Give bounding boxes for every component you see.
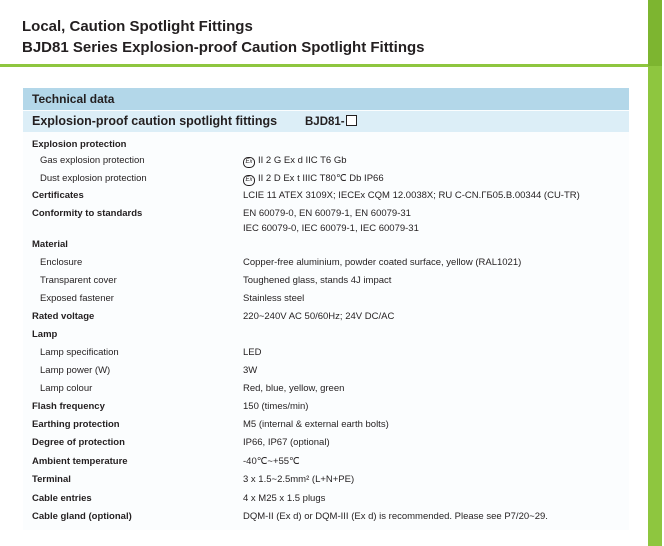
spec-label: Lamp colour [40,383,93,394]
spec-row [0,417,646,433]
spec-row [0,137,646,153]
spec-value-text: Stainless steel [243,293,305,304]
spec-value [243,417,389,433]
spec-value [243,491,325,507]
spec-value [243,381,344,397]
spec-row [0,309,646,325]
technical-data-title: Technical data [32,92,115,106]
spec-label: Flash frequency [32,401,105,412]
spec-row [0,491,646,507]
spec-value [243,345,261,361]
spec-label: Terminal [32,474,71,485]
spec-value-text: Toughened glass, stands 4J impact [243,275,392,286]
spec-value-text: EN 60079-0, EN 60079-1, EN 60079-31 [243,208,411,219]
technical-data-header [23,88,629,110]
spec-value-text: II 2 G Ex d IIC T6 Gb [258,155,347,166]
spec-label: Explosion protection [32,139,127,150]
spec-value-text: 220~240V AC 50/60Hz; 24V DC/AC [243,311,395,322]
spec-value [243,309,394,325]
spec-value [243,399,308,415]
spec-label: Lamp [32,329,58,340]
spec-row [0,472,646,488]
page-title: Local, Caution Spotlight Fittings [22,18,253,35]
spec-value [243,206,411,222]
spec-row [0,363,646,379]
product-subheader [23,111,629,132]
spec-row [0,188,646,204]
product-name: Explosion-proof caution spotlight fittings [32,114,278,128]
spec-value [243,509,548,525]
spec-label: Exposed fastener [40,293,114,304]
spec-value [243,363,257,379]
spec-value-text: LCIE 11 ATEX 3109X; IECEx CQM 12.0038X; RU C-CN.ГБ05.В.00344 (CU-TR) [243,190,580,201]
spec-label: Cable gland (optional) [32,511,132,522]
spec-value-text: II 2 D Ex t IIIC T80℃ Db IP66 [258,173,384,184]
spec-label: Transparent cover [40,275,117,286]
spec-value [243,171,384,187]
spec-value [243,273,391,289]
spec-row [0,153,646,169]
spec-value [243,153,347,169]
spec-row [0,237,646,253]
spec-row [0,381,646,397]
spec-value-text: 3 x 1.5~2.5mm² (L+N+PE) [243,474,355,485]
spec-label: Material [32,239,68,250]
spec-value-text: Copper-free aluminium, powder coated surface, yellow (RAL1021) [243,257,522,268]
spec-row [0,327,646,343]
spec-value [243,255,521,271]
spec-label: Lamp specification [40,347,119,358]
spec-label: Rated voltage [32,311,95,322]
spec-value [243,188,580,204]
right-edge-bar-top [648,0,662,66]
spec-label: Earthing protection [32,419,120,430]
spec-value-text: IEC 60079-0, IEC 60079-1, IEC 60079-31 [243,223,419,234]
spec-row [0,435,646,451]
spec-label: Lamp power (W) [40,365,111,376]
spec-row [0,206,646,222]
spec-value-text: -40℃~+55℃ [243,456,300,467]
spec-label: Cable entries [32,493,92,504]
spec-row [0,509,646,525]
model-placeholder-box [346,115,357,126]
spec-value-text: DQM-II (Ex d) or DQM-III (Ex d) is recommended. Please see P7/20~29. [243,511,548,522]
spec-value-text: 4 x M25 x 1.5 plugs [243,493,326,504]
spec-label: Enclosure [40,257,83,268]
right-edge-tab [646,0,664,546]
model-code-text: BJD81- [305,116,345,128]
spec-value-text: IP66, IP67 (optional) [243,437,330,448]
spec-row [0,345,646,361]
spec-label: Dust explosion protection [40,173,147,184]
spec-row [0,273,646,289]
spec-value-text: 3W [243,365,258,376]
spec-value [243,221,419,237]
spec-value [243,291,304,307]
ex-mark-icon: Ex [243,157,255,168]
spec-row [0,399,646,415]
model-code [305,115,357,128]
spec-value [243,472,354,488]
spec-label: Gas explosion protection [40,155,145,166]
spec-value-text: 150 (times/min) [243,401,309,412]
spec-value-text: Red, blue, yellow, green [243,383,345,394]
spec-value [243,454,300,470]
page-subtitle: BJD81 Series Explosion-proof Caution Spotlight Fittings [22,39,425,56]
spec-label: Degree of protection [32,437,125,448]
spec-label: Certificates [32,190,84,201]
spec-label: Conformity to standards [32,208,143,219]
spec-row [0,255,646,271]
right-edge-bar [648,0,662,546]
spec-row [0,454,646,470]
spec-row [0,221,646,237]
spec-value-text: LED [243,347,262,358]
spec-value [243,435,330,451]
header-divider [0,64,648,67]
spec-value-text: M5 (internal & external earth bolts) [243,419,389,430]
spec-row [0,171,646,187]
spec-row [0,291,646,307]
ex-mark-icon: Ex [243,175,255,186]
spec-label: Ambient temperature [32,456,128,467]
